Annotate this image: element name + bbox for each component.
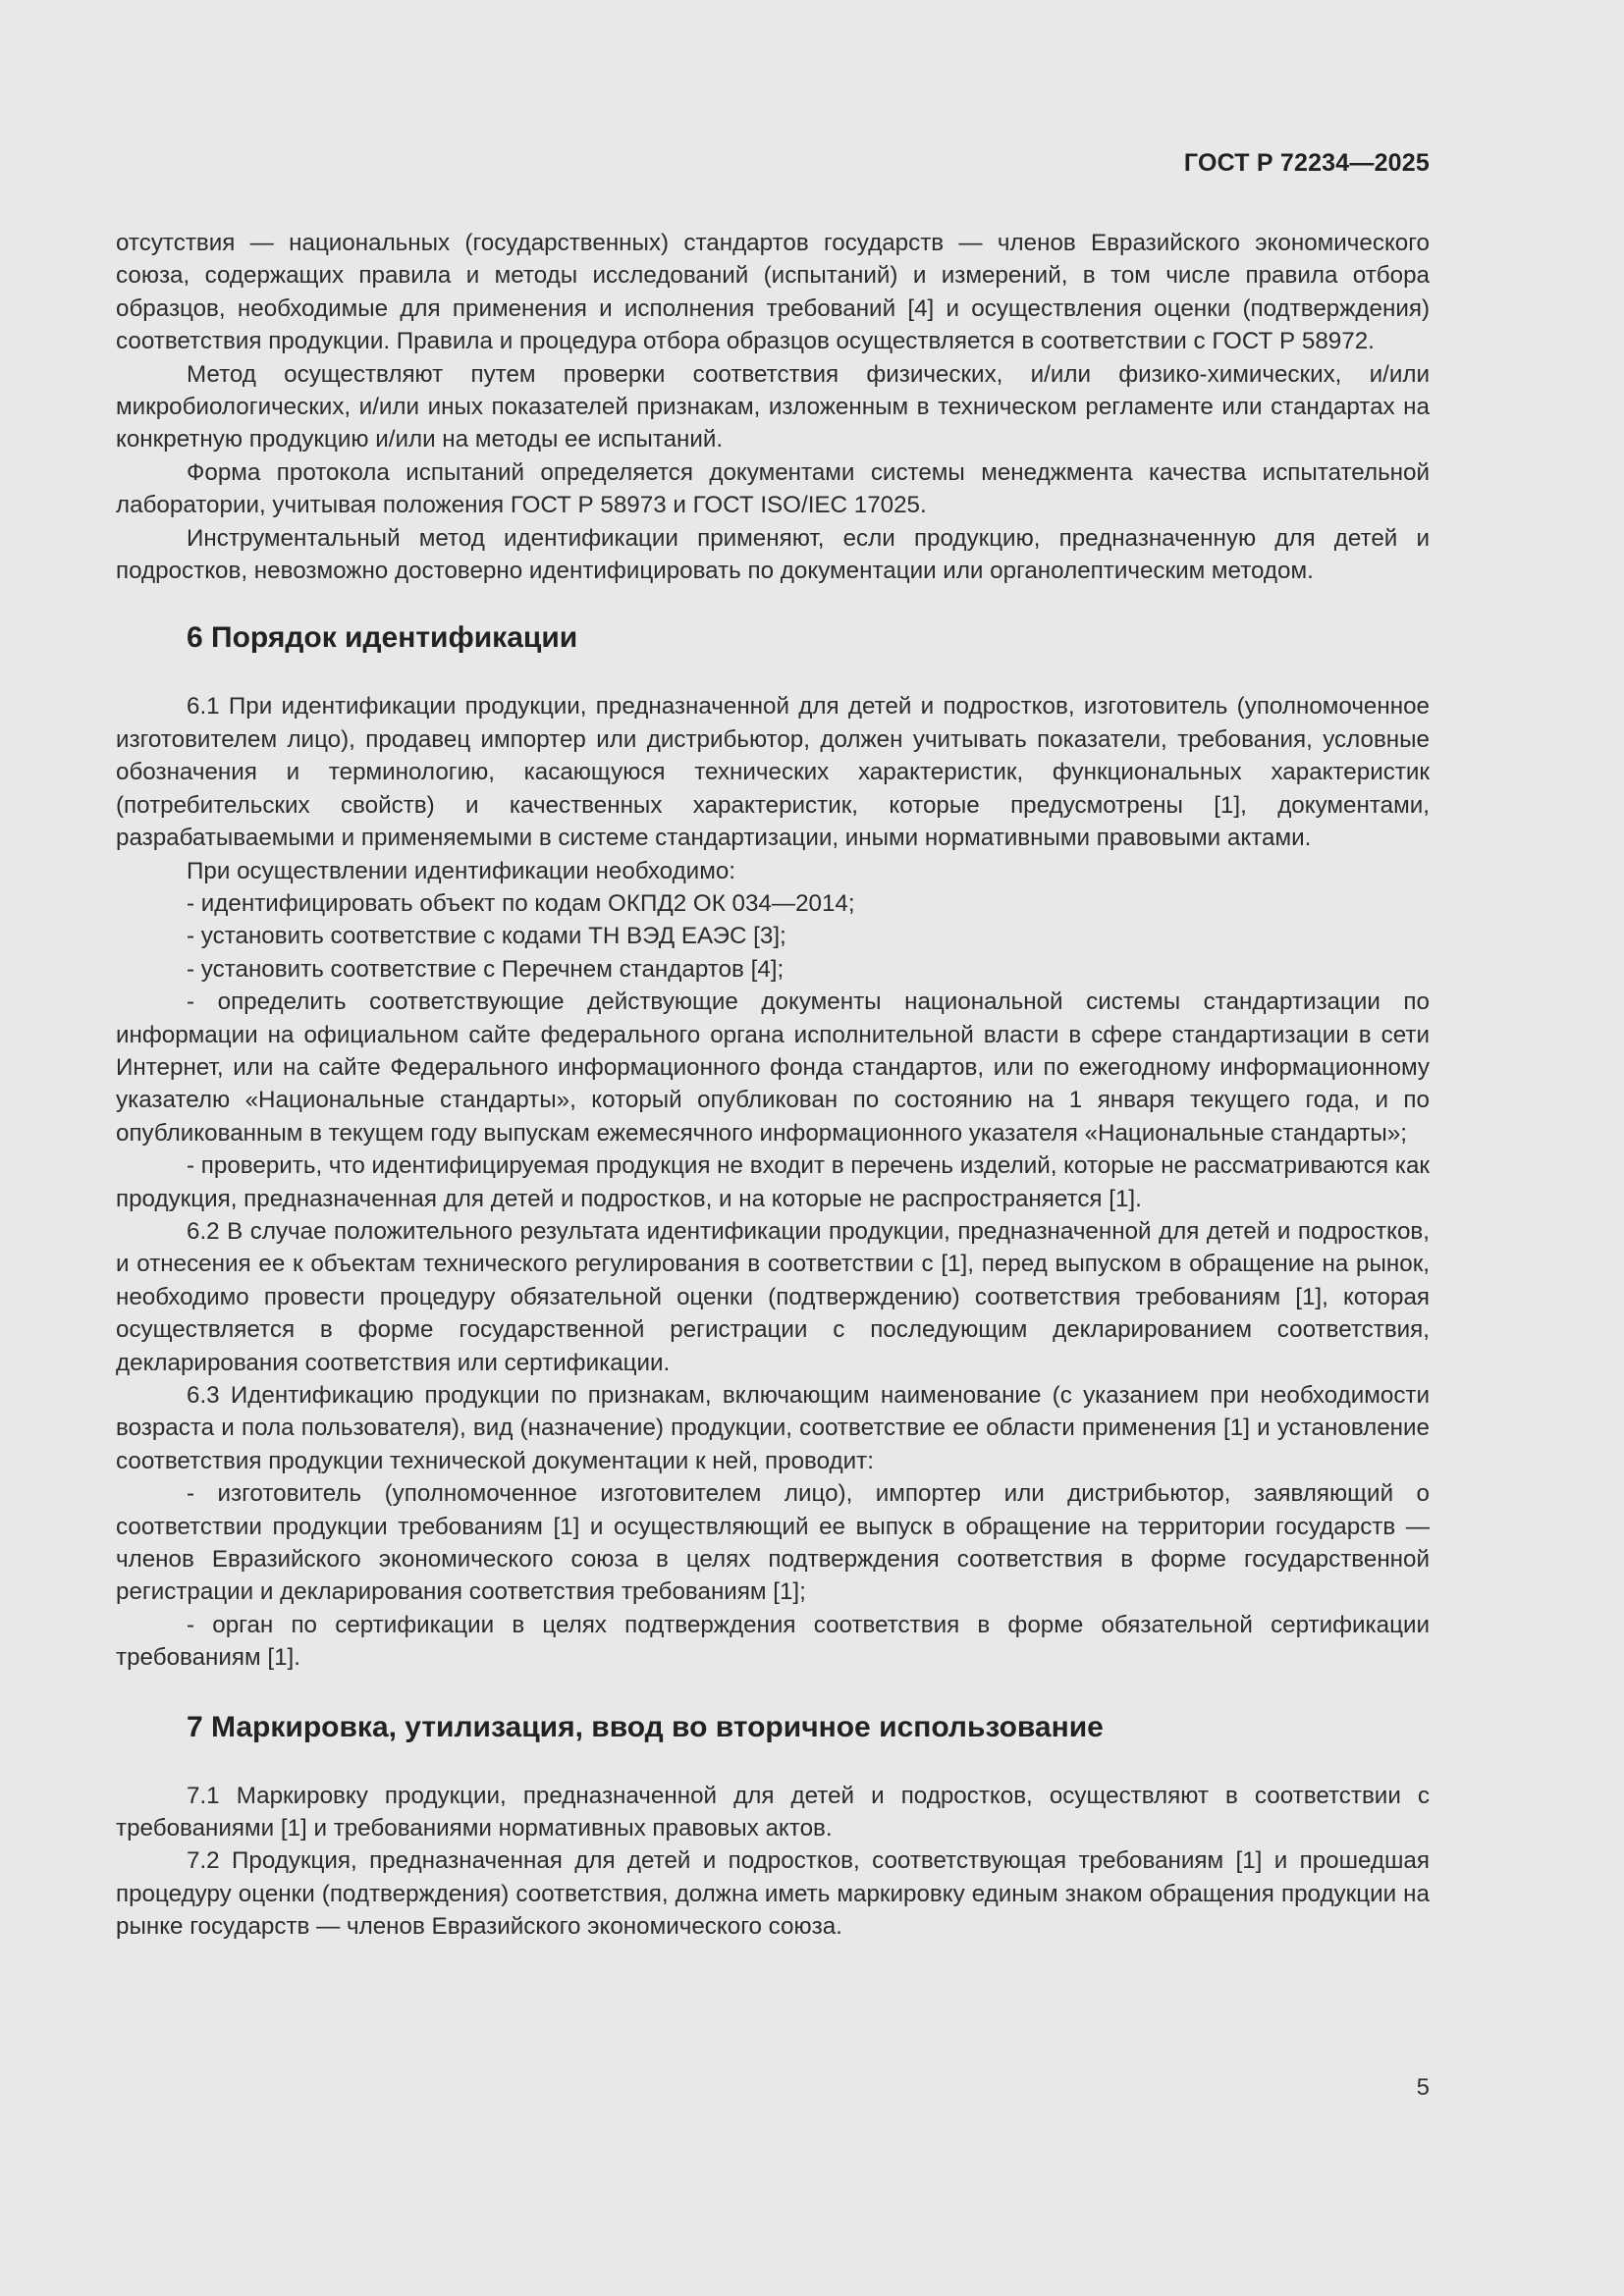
list-item: - идентифицировать объект по кодам ОКПД2 ОК 034—2014; <box>187 889 855 917</box>
paragraph-6-1: 6.1 При идентификации продукции, предназначенной для детей и подростков, изготовитель (уполномоченное изготовителем лицо), продавец импортер или дистрибьютор, должен учитывать показатели, требования, условные обозначения и терминологию, касающуюся технических характеристик, функциональных характеристик (потребительских свойств) и качественных характеристик, которые предусмотрены [1], документами, разрабатываемыми и применяемыми в системе стандартизации, иными нормативными правовыми актами. <box>116 693 1430 852</box>
intro-paragraph-3: Форма протокола испытаний определяется документами системы менеджмента качества испытательной лаборатории, учитывая положения ГОСТ Р 58973 и ГОСТ ISO/IEC 17025. <box>116 458 1430 519</box>
intro-paragraph-2: Метод осуществляют путем проверки соответствия физических, и/или физико-химических, и/или микробиологических, и/или иных показателей признакам, изложенным в техническом регламенте или стандартах на конкретную продукцию и/или на методы ее испытаний. <box>116 360 1430 454</box>
paragraph-7-2: 7.2 Продукция, предназначенная для детей и подростков, соответствующая требованиям [1] и прошедшая процедуру оценки (подтверждения) соответствия, должна иметь маркировку единым знаком обращения продукции на рынке государств — членов Евразийского экономического союза. <box>116 1847 1430 1941</box>
list-item: - проверить, что идентифицируемая продукция не входит в перечень изделий, которые не рассматриваются как продукция, предназначенная для детей и подростков, и на которые не распространяется [1]. <box>116 1152 1430 1212</box>
list-item: - изготовитель (уполномоченное изготовителем лицо), импортер или дистрибьютор, заявляющий о соответствии продукции требованиям [1] и осуществляющий ее выпуск в обращение на территории государств — членов Евразийского экономического союза в целях подтверждения соответствия в форме государственной регистрации и декларирования соответствия требованиям [1]; <box>116 1480 1430 1606</box>
document-body <box>116 227 1430 1944</box>
document-header: ГОСТ Р 72234—2025 <box>1183 149 1430 177</box>
list-item: - определить соответствующие действующие документы национальной системы стандартизации по информации на официальном сайте федерального органа исполнительной власти в сфере стандартизации в сети Интернет, или на сайте Федерального информационного фонда стандартов, или по ежегодному информационному указателю «Национальные стандарты», который опубликован по состоянию на 1 января текущего года, и по опубликованным в текущем году выпускам ежемесячного информационного указателя «Национальные стандарты»; <box>116 988 1430 1147</box>
paragraph-6-2: 6.2 В случае положительного результата идентификации продукции, предназначенной для детей и подростков, и отнесения ее к объектам технического регулирования в соответствии с [1], перед выпуском в обращение на рынок, необходимо провести процедуру обязательной оценки (подтверждению) соответствия требованиям [1], которая осуществляется в форме государственной регистрации с последующим декларированием соответствия, декларирования соответствия или сертификации. <box>116 1217 1430 1376</box>
paragraph-7-1: 7.1 Маркировку продукции, предназначенной для детей и подростков, осуществляют в соответствии с требованиями [1] и требованиями нормативных правовых актов. <box>116 1782 1430 1842</box>
section-7-heading: 7 Маркировка, утилизация, ввод во вторичное использование <box>187 1710 1104 1743</box>
paragraph-6-3: 6.3 Идентификацию продукции по признакам, включающим наименование (с указанием при необходимости возраста и пола пользователя), вид (назначение) продукции, соответствие ее области применения [1] и установление соответствия продукции технической документации к ней, проводит: <box>116 1382 1430 1474</box>
intro-paragraph-4: Инструментальный метод идентификации применяют, если продукцию, предназначенную для детей и подростков, невозможно достоверно идентифицировать по документации или органолептическим методом. <box>116 524 1430 585</box>
section-6-heading: 6 Порядок идентификации <box>187 621 578 655</box>
page-number: 5 <box>1416 2074 1430 2101</box>
list-item: - установить соответствие с кодами ТН ВЭД ЕАЭС [3]; <box>187 923 786 950</box>
intro-paragraph-1: отсутствия — национальных (государственных) стандартов государств — членов Евразийского экономического союза, содержащих правила и методы исследований (испытаний) и измерений, в том числе правила отбора образцов, необходимые для применения и исполнения требований [4] и осуществления оценки (подтверждения) соответствия продукции. Правила и процедура отбора образцов осуществляется в соответствии с ГОСТ Р 58972. <box>116 230 1430 355</box>
list-item: - орган по сертификации в целях подтверждения соответствия в форме обязательной сертификации требованиям [1]. <box>116 1611 1430 1672</box>
list-item: - установить соответствие с Перечнем стандартов [4]; <box>187 955 785 983</box>
paragraph-necessary: При осуществлении идентификации необходимо: <box>187 857 735 884</box>
